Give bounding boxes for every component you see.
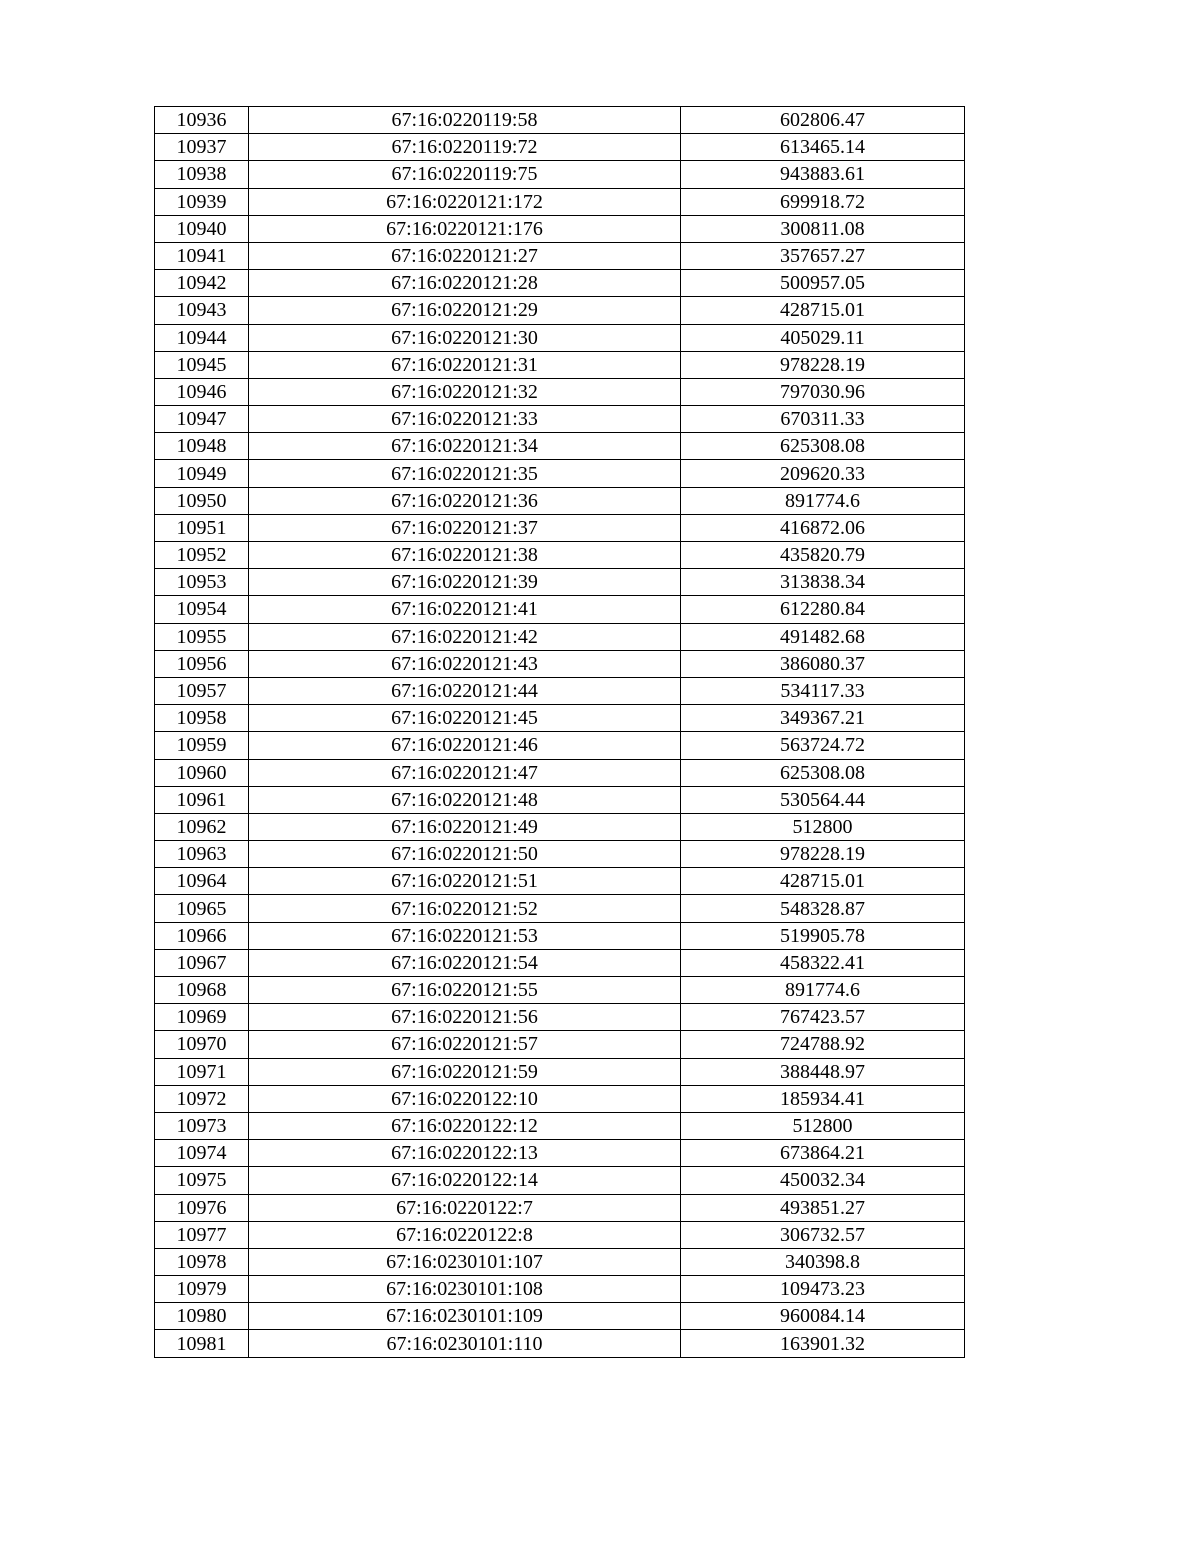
value-cell: 767423.57: [681, 1004, 965, 1031]
cadastral-number-cell: 67:16:0220121:39: [249, 569, 681, 596]
table-row: [155, 215, 965, 242]
row-number-cell: 10954: [155, 596, 249, 623]
table-row: [155, 433, 965, 460]
value-cell: 625308.08: [681, 433, 965, 460]
value-cell: 306732.57: [681, 1221, 965, 1248]
row-number-cell: 10961: [155, 786, 249, 813]
row-number-cell: 10941: [155, 242, 249, 269]
row-number-cell: 10937: [155, 134, 249, 161]
cadastral-number-cell: 67:16:0220121:46: [249, 732, 681, 759]
cadastral-number-cell: 67:16:0220121:176: [249, 215, 681, 242]
value-cell: 458322.41: [681, 949, 965, 976]
cadastral-number-cell: 67:16:0220121:41: [249, 596, 681, 623]
cadastral-number-cell: 67:16:0220121:36: [249, 487, 681, 514]
value-cell: 357657.27: [681, 242, 965, 269]
cadastral-number-cell: 67:16:0230101:108: [249, 1276, 681, 1303]
row-number-cell: 10942: [155, 270, 249, 297]
table-body: [155, 107, 965, 1358]
cadastral-number-cell: 67:16:0220121:57: [249, 1031, 681, 1058]
value-cell: 625308.08: [681, 759, 965, 786]
row-number-cell: 10976: [155, 1194, 249, 1221]
value-cell: 435820.79: [681, 542, 965, 569]
table-row: [155, 596, 965, 623]
cadastral-number-cell: 67:16:0220121:52: [249, 895, 681, 922]
row-number-cell: 10947: [155, 406, 249, 433]
row-number-cell: 10963: [155, 841, 249, 868]
value-cell: 405029.11: [681, 324, 965, 351]
value-cell: 163901.32: [681, 1330, 965, 1357]
row-number-cell: 10949: [155, 460, 249, 487]
row-number-cell: 10968: [155, 977, 249, 1004]
table-row: [155, 542, 965, 569]
cadastral-number-cell: 67:16:0220121:54: [249, 949, 681, 976]
row-number-cell: 10977: [155, 1221, 249, 1248]
cadastral-number-cell: 67:16:0220121:53: [249, 922, 681, 949]
cadastral-number-cell: 67:16:0220121:31: [249, 351, 681, 378]
value-cell: 493851.27: [681, 1194, 965, 1221]
table-row: [155, 1112, 965, 1139]
value-cell: 300811.08: [681, 215, 965, 242]
row-number-cell: 10974: [155, 1140, 249, 1167]
table-row: [155, 107, 965, 134]
table-row: [155, 270, 965, 297]
row-number-cell: 10971: [155, 1058, 249, 1085]
cadastral-number-cell: 67:16:0220121:51: [249, 868, 681, 895]
row-number-cell: 10975: [155, 1167, 249, 1194]
row-number-cell: 10953: [155, 569, 249, 596]
cadastral-number-cell: 67:16:0220119:75: [249, 161, 681, 188]
table-row: [155, 1085, 965, 1112]
row-number-cell: 10939: [155, 188, 249, 215]
value-cell: 450032.34: [681, 1167, 965, 1194]
table-row: [155, 732, 965, 759]
row-number-cell: 10952: [155, 542, 249, 569]
value-cell: 428715.01: [681, 297, 965, 324]
table-row: [155, 1194, 965, 1221]
row-number-cell: 10956: [155, 650, 249, 677]
cadastral-number-cell: 67:16:0220121:38: [249, 542, 681, 569]
cadastral-number-cell: 67:16:0220121:42: [249, 623, 681, 650]
value-cell: 673864.21: [681, 1140, 965, 1167]
table-row: [155, 786, 965, 813]
table-row: [155, 487, 965, 514]
table-row: [155, 1004, 965, 1031]
value-cell: 534117.33: [681, 677, 965, 704]
table-row: [155, 868, 965, 895]
table-row: [155, 677, 965, 704]
table-row: [155, 650, 965, 677]
value-cell: 891774.6: [681, 977, 965, 1004]
row-number-cell: 10948: [155, 433, 249, 460]
value-cell: 340398.8: [681, 1248, 965, 1275]
cadastral-number-cell: 67:16:0220122:8: [249, 1221, 681, 1248]
row-number-cell: 10938: [155, 161, 249, 188]
value-cell: 724788.92: [681, 1031, 965, 1058]
table-row: [155, 1303, 965, 1330]
table-row: [155, 949, 965, 976]
table-row: [155, 1276, 965, 1303]
table-row: [155, 1330, 965, 1357]
cadastral-number-cell: 67:16:0220121:35: [249, 460, 681, 487]
value-cell: 978228.19: [681, 841, 965, 868]
row-number-cell: 10943: [155, 297, 249, 324]
table-row: [155, 460, 965, 487]
row-number-cell: 10958: [155, 705, 249, 732]
row-number-cell: 10962: [155, 813, 249, 840]
table-row: [155, 813, 965, 840]
cadastral-number-cell: 67:16:0230101:109: [249, 1303, 681, 1330]
table-row: [155, 1058, 965, 1085]
row-number-cell: 10973: [155, 1112, 249, 1139]
value-cell: 960084.14: [681, 1303, 965, 1330]
row-number-cell: 10945: [155, 351, 249, 378]
table-row: [155, 406, 965, 433]
row-number-cell: 10946: [155, 378, 249, 405]
value-cell: 491482.68: [681, 623, 965, 650]
table-row: [155, 895, 965, 922]
table-row: [155, 1221, 965, 1248]
table-row: [155, 759, 965, 786]
value-cell: 512800: [681, 1112, 965, 1139]
value-cell: 978228.19: [681, 351, 965, 378]
row-number-cell: 10936: [155, 107, 249, 134]
cadastral-number-cell: 67:16:0220121:59: [249, 1058, 681, 1085]
row-number-cell: 10981: [155, 1330, 249, 1357]
value-cell: 428715.01: [681, 868, 965, 895]
value-cell: 500957.05: [681, 270, 965, 297]
value-cell: 699918.72: [681, 188, 965, 215]
cadastral-number-cell: 67:16:0220122:12: [249, 1112, 681, 1139]
cadastral-number-cell: 67:16:0220121:33: [249, 406, 681, 433]
table-row: [155, 841, 965, 868]
row-number-cell: 10980: [155, 1303, 249, 1330]
table-row: [155, 351, 965, 378]
table-row: [155, 297, 965, 324]
cadastral-number-cell: 67:16:0220121:32: [249, 378, 681, 405]
table-row: [155, 1167, 965, 1194]
value-cell: 943883.61: [681, 161, 965, 188]
row-number-cell: 10944: [155, 324, 249, 351]
cadastral-number-cell: 67:16:0220121:172: [249, 188, 681, 215]
cadastral-number-cell: 67:16:0220119:72: [249, 134, 681, 161]
table-row: [155, 623, 965, 650]
table-row: [155, 242, 965, 269]
row-number-cell: 10966: [155, 922, 249, 949]
value-cell: 548328.87: [681, 895, 965, 922]
value-cell: 613465.14: [681, 134, 965, 161]
cadastral-number-cell: 67:16:0220121:29: [249, 297, 681, 324]
cadastral-number-cell: 67:16:0220121:55: [249, 977, 681, 1004]
value-cell: 388448.97: [681, 1058, 965, 1085]
cadastral-number-cell: 67:16:0220122:14: [249, 1167, 681, 1194]
cadastral-number-cell: 67:16:0220121:27: [249, 242, 681, 269]
cadastral-number-cell: 67:16:0220122:10: [249, 1085, 681, 1112]
table-row: [155, 977, 965, 1004]
value-cell: 416872.06: [681, 514, 965, 541]
value-cell: 109473.23: [681, 1276, 965, 1303]
row-number-cell: 10951: [155, 514, 249, 541]
value-cell: 670311.33: [681, 406, 965, 433]
table-row: [155, 1031, 965, 1058]
cadastral-number-cell: 67:16:0220121:47: [249, 759, 681, 786]
value-cell: 349367.21: [681, 705, 965, 732]
value-cell: 209620.33: [681, 460, 965, 487]
cadastral-number-cell: 67:16:0220121:43: [249, 650, 681, 677]
table-row: [155, 1140, 965, 1167]
cadastral-number-cell: 67:16:0230101:107: [249, 1248, 681, 1275]
row-number-cell: 10959: [155, 732, 249, 759]
table-row: [155, 161, 965, 188]
table-row: [155, 188, 965, 215]
row-number-cell: 10955: [155, 623, 249, 650]
row-number-cell: 10960: [155, 759, 249, 786]
table-row: [155, 705, 965, 732]
row-number-cell: 10965: [155, 895, 249, 922]
table-row: [155, 569, 965, 596]
cadastral-number-cell: 67:16:0230101:110: [249, 1330, 681, 1357]
value-cell: 602806.47: [681, 107, 965, 134]
value-cell: 891774.6: [681, 487, 965, 514]
row-number-cell: 10970: [155, 1031, 249, 1058]
cadastral-number-cell: 67:16:0220121:50: [249, 841, 681, 868]
cadastral-number-cell: 67:16:0220121:44: [249, 677, 681, 704]
value-cell: 512800: [681, 813, 965, 840]
table-row: [155, 134, 965, 161]
row-number-cell: 10967: [155, 949, 249, 976]
table-row: [155, 1248, 965, 1275]
row-number-cell: 10969: [155, 1004, 249, 1031]
cadastral-number-cell: 67:16:0220121:37: [249, 514, 681, 541]
cadastral-number-cell: 67:16:0220121:49: [249, 813, 681, 840]
table-row: [155, 324, 965, 351]
cadastral-number-cell: 67:16:0220121:30: [249, 324, 681, 351]
cadastral-number-cell: 67:16:0220121:56: [249, 1004, 681, 1031]
value-cell: 797030.96: [681, 378, 965, 405]
table-row: [155, 922, 965, 949]
row-number-cell: 10978: [155, 1248, 249, 1275]
row-number-cell: 10979: [155, 1276, 249, 1303]
cadastral-number-cell: 67:16:0220121:34: [249, 433, 681, 460]
table-row: [155, 514, 965, 541]
cadastral-number-cell: 67:16:0220122:13: [249, 1140, 681, 1167]
cadastral-value-table: [154, 106, 965, 1358]
value-cell: 386080.37: [681, 650, 965, 677]
cadastral-number-cell: 67:16:0220121:48: [249, 786, 681, 813]
row-number-cell: 10950: [155, 487, 249, 514]
value-cell: 185934.41: [681, 1085, 965, 1112]
value-cell: 612280.84: [681, 596, 965, 623]
row-number-cell: 10964: [155, 868, 249, 895]
row-number-cell: 10957: [155, 677, 249, 704]
value-cell: 563724.72: [681, 732, 965, 759]
row-number-cell: 10972: [155, 1085, 249, 1112]
value-cell: 530564.44: [681, 786, 965, 813]
table-row: [155, 378, 965, 405]
row-number-cell: 10940: [155, 215, 249, 242]
cadastral-number-cell: 67:16:0220121:45: [249, 705, 681, 732]
value-cell: 519905.78: [681, 922, 965, 949]
value-cell: 313838.34: [681, 569, 965, 596]
cadastral-number-cell: 67:16:0220121:28: [249, 270, 681, 297]
cadastral-number-cell: 67:16:0220119:58: [249, 107, 681, 134]
cadastral-number-cell: 67:16:0220122:7: [249, 1194, 681, 1221]
